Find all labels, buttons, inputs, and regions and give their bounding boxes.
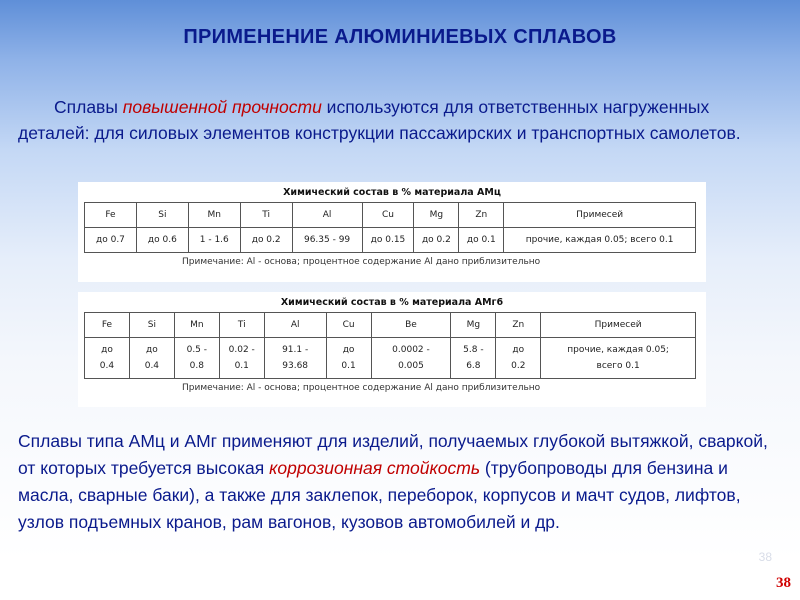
slide-number-ghost: 38 xyxy=(758,550,772,564)
table-row xyxy=(85,338,696,379)
header-cell: Si xyxy=(129,313,174,338)
value-cell: до 0.1 xyxy=(459,228,504,253)
slide-title: ПРИМЕНЕНИЕ АЛЮМИНИЕВЫХ СПЛАВОВ xyxy=(183,26,617,48)
composition-grid xyxy=(84,312,696,379)
header-cell: Fe xyxy=(85,313,130,338)
slide-number: 38 xyxy=(776,575,791,591)
value-cell: 0.0002 - 0.005 xyxy=(371,338,451,379)
header-cell: Примесей xyxy=(504,203,696,228)
value-cell: до 0.15 xyxy=(362,228,414,253)
value-cell: прочие, каждая 0.05; всего 0.1 xyxy=(504,228,696,253)
value-cell: 91.1 - 93.68 xyxy=(264,338,326,379)
value-cell: до 0.2 xyxy=(496,338,541,379)
header-cell: Mg xyxy=(414,203,459,228)
header-cell: Mn xyxy=(188,203,240,228)
table-note: Примечание: Al - основа; процентное содержание Al дано приблизительно xyxy=(182,383,541,393)
header-cell: Ti xyxy=(240,203,292,228)
header-cell: Ti xyxy=(219,313,264,338)
value-cell: до 0.6 xyxy=(136,228,188,253)
header-cell: Al xyxy=(292,203,362,228)
value-cell: до 0.7 xyxy=(85,228,137,253)
value-cell: до 0.2 xyxy=(240,228,292,253)
composition-table-amg6 xyxy=(78,292,706,407)
header-cell: Be xyxy=(371,313,451,338)
value-cell: 0.02 - 0.1 xyxy=(219,338,264,379)
table-header-row xyxy=(85,313,696,338)
para1-highlight: повышенной прочности xyxy=(122,97,322,117)
header-cell: Mn xyxy=(174,313,219,338)
header-cell: Zn xyxy=(496,313,541,338)
header-cell: Fe xyxy=(85,203,137,228)
value-cell: 5.8 - 6.8 xyxy=(451,338,496,379)
value-cell: 1 - 1.6 xyxy=(188,228,240,253)
value-cell: до 0.4 xyxy=(85,338,130,379)
paragraph-amc-amg-uses xyxy=(18,428,788,536)
value-cell: 96.35 - 99 xyxy=(292,228,362,253)
header-cell: Al xyxy=(264,313,326,338)
header-cell: Zn xyxy=(459,203,504,228)
table-row xyxy=(85,228,696,253)
table-header-row xyxy=(85,203,696,228)
header-cell: Cu xyxy=(326,313,371,338)
para2-text-after: (трубопроводы для бензина и масла, сварные баки), а также для заклепок, переборок, корпусов и мачт судов, лифтов, узлов подъемных кранов, рам вагонов, кузовов автомобилей и др. xyxy=(18,458,741,532)
header-cell: Cu xyxy=(362,203,414,228)
para2-text-before: Сплавы типа АМц и АМг применяют для изделий, получаемых глубокой вытяжкой, сваркой, от которых требуется высокая xyxy=(18,431,768,478)
value-cell: до 0.2 xyxy=(414,228,459,253)
table-caption: Химический состав в % материала АМц xyxy=(283,187,501,198)
value-cell: до 0.4 xyxy=(129,338,174,379)
value-cell: прочие, каждая 0.05; всего 0.1 xyxy=(541,338,696,379)
para1-text-before: Сплавы xyxy=(54,97,123,117)
value-cell: до 0.1 xyxy=(326,338,371,379)
value-cell: 0.5 - 0.8 xyxy=(174,338,219,379)
para1-text-after: используются для ответственных нагруженных деталей: для силовых элементов конструкции пассажирских и транспортных самолетов. xyxy=(18,97,741,143)
para2-highlight: коррозионная стойкость xyxy=(269,458,481,478)
paragraph-high-strength xyxy=(18,94,778,146)
header-cell: Si xyxy=(136,203,188,228)
composition-grid xyxy=(84,202,696,253)
table-caption: Химический состав в % материала АМг6 xyxy=(280,297,504,308)
header-cell: Mg xyxy=(451,313,496,338)
header-cell: Примесей xyxy=(541,313,696,338)
composition-table-amc xyxy=(78,182,706,282)
table-note: Примечание: Al - основа; процентное содержание Al дано приблизительно xyxy=(182,257,541,267)
